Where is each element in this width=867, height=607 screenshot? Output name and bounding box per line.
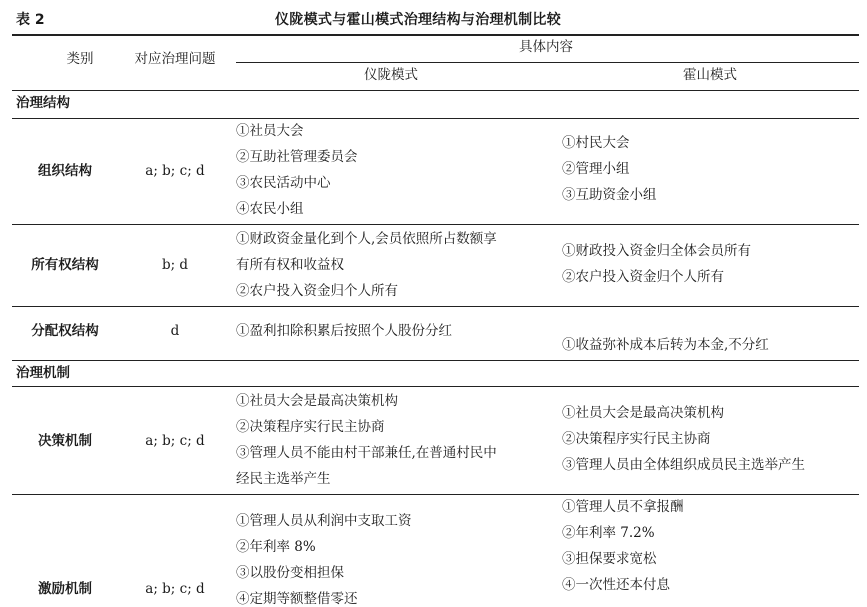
row-yilong-organization [236,118,358,222]
header-bottom-rule [12,90,859,91]
row-label-ownership: 所有权结构 [31,257,99,273]
row-issue-distribution: d [170,323,180,339]
row-rule-1 [12,224,859,225]
row-huoshan-decision [562,400,805,478]
list-item: ①财政资金量化到个人,会员依照所占数额享 [236,231,497,247]
list-item: ③管理人员由全体组织成员民主选举产生 [562,457,805,473]
list-item: ②农户投入资金归个人所有 [562,269,724,285]
row-label-distribution: 分配权结构 [31,323,99,339]
list-item: 有所有权和收益权 [236,257,344,273]
row-rule-3 [12,360,859,361]
list-item: ②年利率 8% [236,539,316,555]
row-issue-decision: a; b; c; d [145,433,205,449]
list-item: ①管理人员不拿报酬 [562,499,684,515]
row-huoshan-incentive [562,494,684,598]
list-item: ①社员大会 [236,123,304,139]
list-item: ②互助社管理委员会 [236,149,358,165]
row-huoshan-distribution [562,332,769,358]
list-item: ①村民大会 [562,135,630,151]
list-item: ①收益弥补成本后转为本金,不分红 [562,337,769,353]
row-label-organization: 组织结构 [38,163,92,179]
row-issue-incentive: a; b; c; d [145,581,205,597]
section-rule-1 [12,118,859,119]
list-item: ③管理人员不能由村干部兼任,在普通村民中 [236,445,497,461]
row-yilong-ownership [236,226,497,304]
list-item: 经民主选举产生 [236,471,331,487]
list-item: ④定期等额整借零还 [236,591,358,607]
row-yilong-distribution [236,318,452,344]
row-rule-2 [12,306,859,307]
table-caption [0,6,867,32]
header-huoshan: 霍山模式 [683,67,737,83]
table-number: 表 2 [16,12,45,28]
list-item: ③以股份变相担保 [236,565,344,581]
list-item: ③互助资金小组 [562,187,657,203]
section-governance-structure: 治理结构 [16,95,70,111]
header-content: 具体内容 [519,39,573,55]
list-item: ①财政投入资金归全体会员所有 [562,243,751,259]
section-rule-2 [12,386,859,387]
row-yilong-decision [236,388,497,492]
list-item: ①管理人员从利润中支取工资 [236,513,412,529]
list-item: ②年利率 7.2% [562,525,655,541]
header-category: 类别 [66,51,94,67]
list-item: ①社员大会是最高决策机构 [562,405,724,421]
row-huoshan-ownership [562,238,751,290]
list-item: ④农民小组 [236,201,304,217]
row-rule-4 [12,494,859,495]
section-governance-mechanism: 治理机制 [16,365,70,381]
row-yilong-incentive [236,508,412,607]
row-issue-ownership: b; d [161,257,189,273]
row-label-decision: 决策机制 [38,433,92,449]
list-item: ①社员大会是最高决策机构 [236,393,398,409]
row-huoshan-organization [562,130,657,208]
header-issue: 对应治理问题 [134,51,216,67]
list-item: ②管理小组 [562,161,630,177]
row-label-incentive: 激励机制 [38,581,92,597]
list-item: ②农户投入资金归个人所有 [236,283,398,299]
header-yilong: 仪陇模式 [364,67,418,83]
row-issue-organization: a; b; c; d [145,163,205,179]
list-item: ③农民活动中心 [236,175,331,191]
table-title: 仪陇模式与霍山模式治理结构与治理机制比较 [275,12,561,28]
list-item: ②决策程序实行民主协商 [236,419,385,435]
list-item: ④一次性还本付息 [562,577,670,593]
list-item: ③担保要求宽松 [562,551,657,567]
list-item: ②决策程序实行民主协商 [562,431,711,447]
list-item: ①盈利扣除积累后按照个人股份分红 [236,323,452,339]
